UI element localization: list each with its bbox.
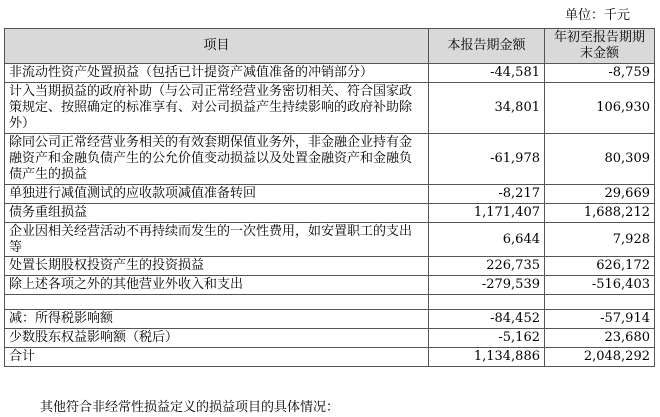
row-label: 少数股东权益影响额（税后） bbox=[5, 329, 429, 348]
row-current: -44,581 bbox=[429, 64, 545, 83]
row-current: -61,978 bbox=[429, 134, 545, 185]
table-header-row bbox=[5, 29, 655, 64]
row-current: 226,735 bbox=[429, 257, 545, 276]
table-row-blank bbox=[5, 295, 655, 310]
table-row bbox=[5, 329, 655, 348]
row-label: 合计 bbox=[5, 348, 429, 367]
row-current: 34,801 bbox=[429, 83, 545, 134]
row-label: 除同公司正常经营业务相关的有效套期保值业务外，非金融企业持有金融资产和金融负债产生的公允价值变动损益以及处置金融资产和金融负债产生的损益 bbox=[5, 134, 429, 185]
unit-label: 单位：千元 bbox=[564, 8, 630, 23]
table-row bbox=[5, 223, 655, 257]
row-label: 债务重组损益 bbox=[5, 204, 429, 223]
table-row bbox=[5, 185, 655, 204]
row-ytd: 80,309 bbox=[545, 134, 655, 185]
row-label: 非流动性资产处置损益（包括已计提资产减值准备的冲销部分） bbox=[5, 64, 429, 83]
row-current bbox=[429, 295, 545, 310]
row-label: 企业因相关经营活动不再持续而发生的一次性费用，如安置职工的支出等 bbox=[5, 223, 429, 257]
table-row bbox=[5, 204, 655, 223]
row-ytd: 23,680 bbox=[545, 329, 655, 348]
row-current: 6,644 bbox=[429, 223, 545, 257]
row-ytd: -516,403 bbox=[545, 276, 655, 295]
row-label: 处置长期股权投资产生的投资损益 bbox=[5, 257, 429, 276]
table-row bbox=[5, 64, 655, 83]
row-current: -5,162 bbox=[429, 329, 545, 348]
row-ytd: 2,048,292 bbox=[545, 348, 655, 367]
table-row bbox=[5, 257, 655, 276]
row-label: 计入当期损益的政府补助（与公司正常经营业务密切相关、符合国家政策规定、按照确定的标准享有、对公司损益产生持续影响的政府补助除外） bbox=[5, 83, 429, 134]
row-ytd: 1,688,212 bbox=[545, 204, 655, 223]
table-row bbox=[5, 276, 655, 295]
row-current: -279,539 bbox=[429, 276, 545, 295]
row-label: 除上述各项之外的其他营业外收入和支出 bbox=[5, 276, 429, 295]
row-ytd: 626,172 bbox=[545, 257, 655, 276]
row-ytd: -8,759 bbox=[545, 64, 655, 83]
table-row bbox=[5, 310, 655, 329]
row-ytd bbox=[545, 295, 655, 310]
footer-note: 其他符合非经常性损益定义的损益项目的具体情况： bbox=[40, 400, 340, 415]
row-ytd: 29,669 bbox=[545, 185, 655, 204]
row-ytd: 106,930 bbox=[545, 83, 655, 134]
header-item: 项目 bbox=[5, 29, 429, 64]
header-current-period: 本报告期金额 bbox=[429, 29, 545, 64]
table-row bbox=[5, 134, 655, 185]
row-current: -8,217 bbox=[429, 185, 545, 204]
row-label: 减：所得税影响额 bbox=[5, 310, 429, 329]
table-row bbox=[5, 83, 655, 134]
row-current: -84,452 bbox=[429, 310, 545, 329]
row-ytd: -57,914 bbox=[545, 310, 655, 329]
row-label bbox=[5, 295, 429, 310]
row-current: 1,134,886 bbox=[429, 348, 545, 367]
non-recurring-gains-table bbox=[4, 28, 655, 367]
row-ytd: 7,928 bbox=[545, 223, 655, 257]
header-ytd: 年初至报告期期末金额 bbox=[545, 29, 655, 64]
table-row-total bbox=[5, 348, 655, 367]
row-current: 1,171,407 bbox=[429, 204, 545, 223]
row-label: 单独进行减值测试的应收款项减值准备转回 bbox=[5, 185, 429, 204]
